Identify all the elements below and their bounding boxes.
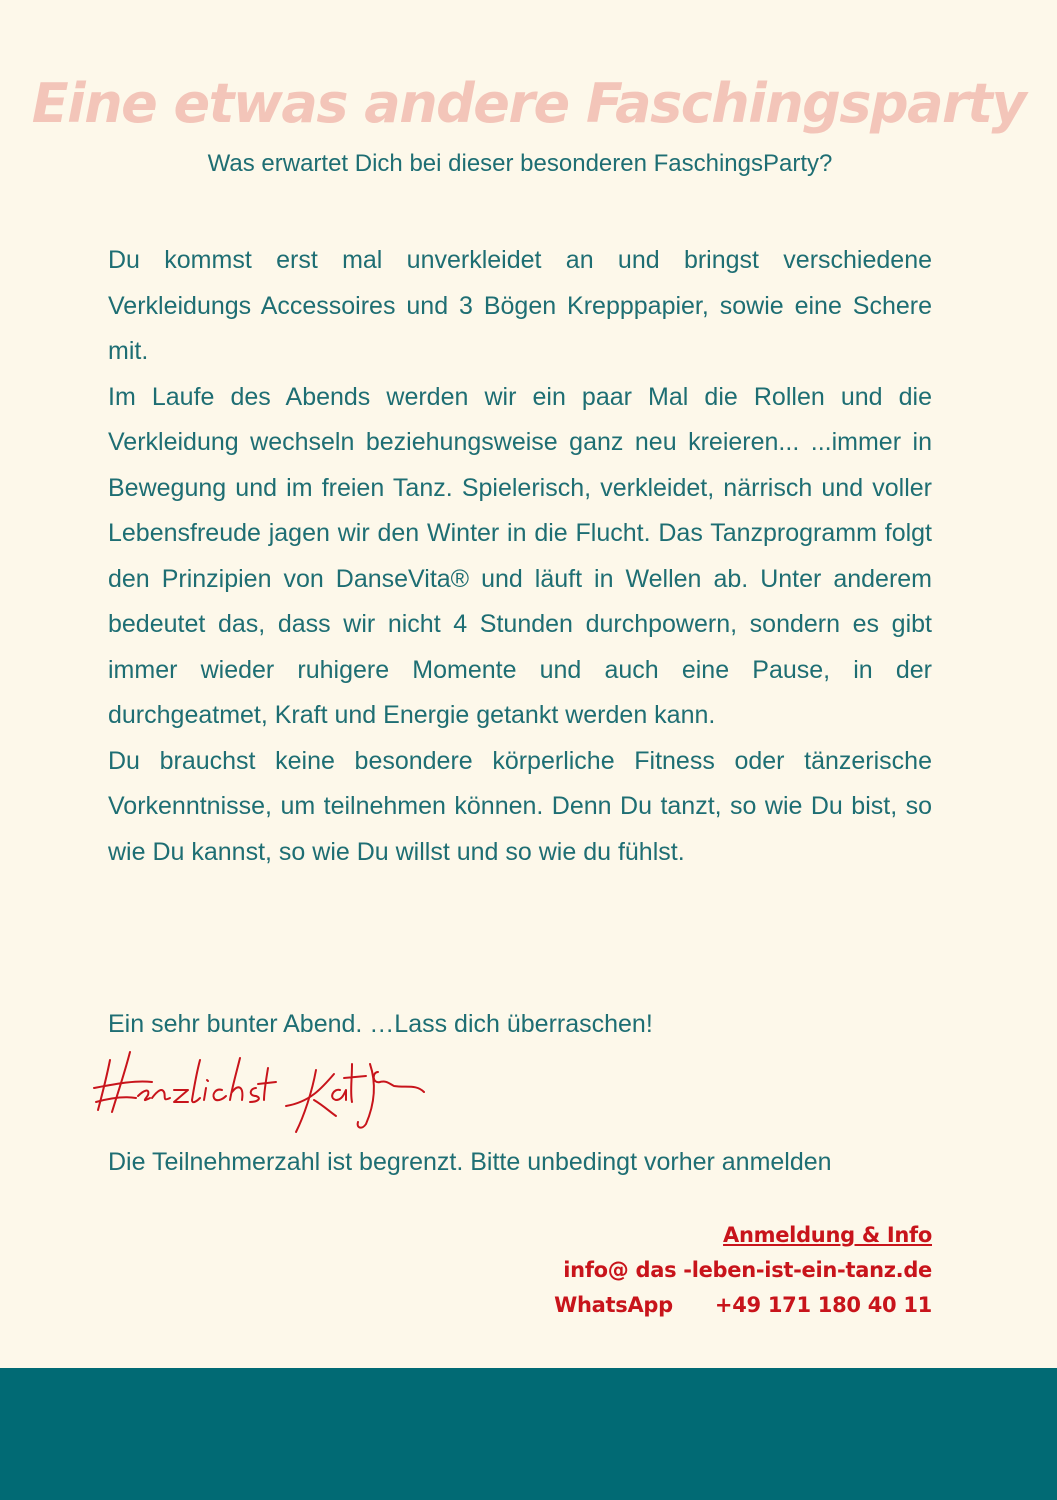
contact-whatsapp <box>554 1288 932 1323</box>
body-text <box>108 238 932 875</box>
subtitle: Was erwartet Dich bei dieser besonderen FaschingsParty? <box>207 150 833 177</box>
whatsapp-phone[interactable]: +49 171 180 40 11 <box>714 1293 932 1317</box>
paragraph-intro: Du kommst erst mal unverkleidet an und bringst verschiedene Verkleidungs Accessoires und 3 Bögen Krepppapier, sowie eine Schere mit. <box>108 246 932 365</box>
registration-notice: Die Teilnehmerzahl ist begrenzt. Bitte unbedingt vorher anmelden <box>108 1148 832 1176</box>
contact-block <box>554 1218 932 1323</box>
contact-heading[interactable]: Anmeldung & Info <box>723 1223 932 1247</box>
footer-band <box>0 1368 1057 1500</box>
closing-line: Ein sehr bunter Abend. …Lass dich überraschen! <box>108 1010 653 1038</box>
signature-text: Herzlichst Katja <box>90 1040 97 1041</box>
whatsapp-label: WhatsApp <box>554 1293 673 1317</box>
page-title: Eine etwas andere Faschingsparty <box>31 72 1026 135</box>
contact-email[interactable]: info@ das -leben-ist-ein-tanz.de <box>563 1258 932 1282</box>
handwritten-signature <box>90 1040 435 1140</box>
paragraph-requirements: Du brauchst keine besondere körperliche Fitness oder tänzerische Vorkenntnisse, um teilnehmen können. Denn Du tanzt, so wie Du bist, so wie Du kannst, so wie Du willst und so wie du fühlst. <box>108 746 932 866</box>
paragraph-program: Im Laufe des Abends werden wir ein paar Mal die Rollen und die Verkleidung wechseln beziehungsweise ganz neu kreieren... ...immer in Bewegung und im freien Tanz. Spielerisch, verkleidet, närrisch und voller Lebensfreude jagen wir den Winter in die Flucht. Das Tanzprogramm folgt den Prinzipien von DanseVita® und läuft in Wellen ab. Unter anderem bedeutet das, dass wir nicht 4 Stunden durchpowern, sondern es gibt immer wieder ruhigere Momente und auch eine Pause, in der durchgeatmet, Kraft und Energie getankt werden kann. <box>108 382 932 729</box>
